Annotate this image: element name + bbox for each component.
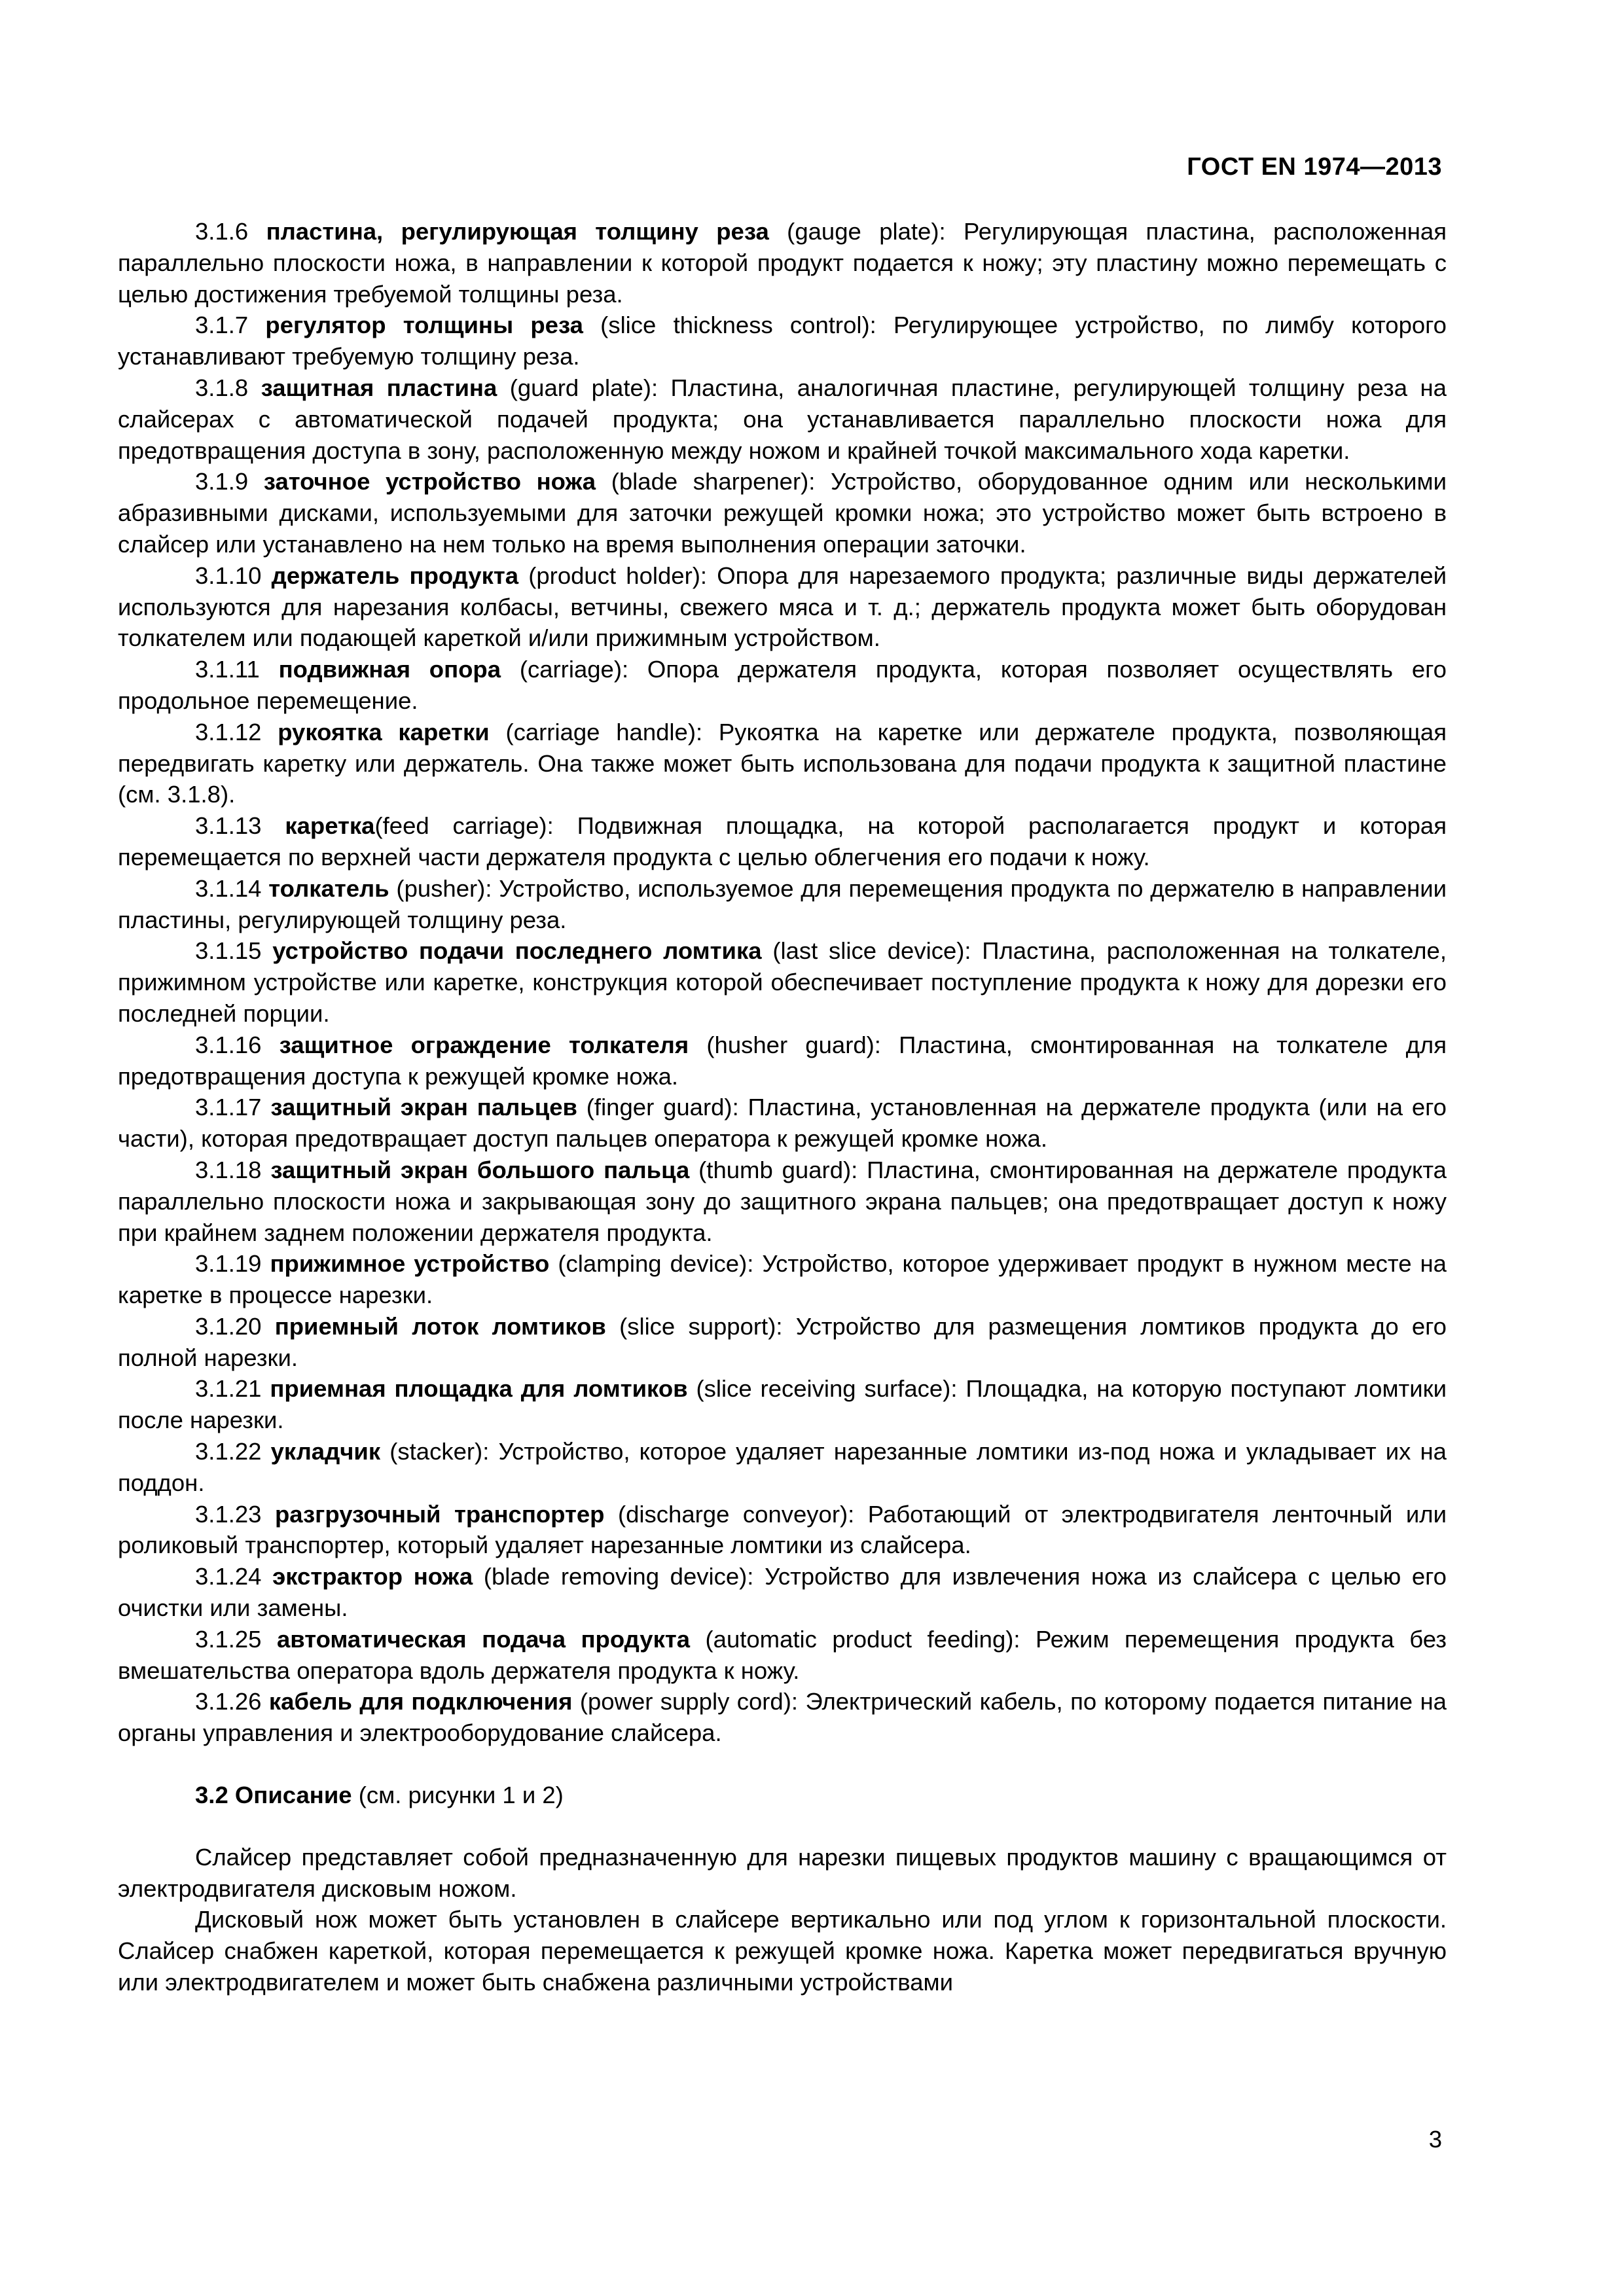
definition-text: (carriage): Опора держателя продукта, которая позволяет осуществлять его продольное перемещение. <box>118 656 1447 714</box>
definition-term: кабель для подключения <box>268 1688 573 1715</box>
definition-item <box>118 1686 1447 1749</box>
paragraph: Дисковый нож может быть установлен в слайсере вертикально или под углом к горизонтальной плоскости. Слайсер снабжен кареткой, которая перемещается к режущей кромке ножа. Каретка может передвигаться вручную или электродвигателем и может быть снабжена различными устройствами <box>118 1906 1447 1996</box>
definition-term: регулятор толщины реза <box>265 312 583 339</box>
definition-item <box>118 1311 1447 1374</box>
definition-term: пластина, регулирующая толщину реза <box>266 218 769 245</box>
definition-term: защитный экран большого пальца <box>270 1156 690 1183</box>
definition-number: 3.1.21 <box>195 1375 262 1403</box>
definition-term: прижимное устройство <box>270 1250 550 1278</box>
definition-item <box>118 1030 1447 1092</box>
definition-text: (clamping device): Устройство, которое удерживает продукт в нужном месте на каретке в процессе нарезки. <box>118 1250 1447 1309</box>
definition-text: (discharge conveyor): Работающий от электродвигателя ленточный или роликовый транспортер, который удаляет нарезанные ломтики из слайсера. <box>118 1500 1447 1559</box>
section-heading <box>118 1780 1447 1811</box>
definition-item <box>118 935 1447 1029</box>
definition-item <box>118 466 1447 560</box>
definition-item <box>118 873 1447 936</box>
definition-number: 3.1.24 <box>195 1563 262 1590</box>
definition-term: держатель продукта <box>271 562 519 589</box>
definition-text: (slice receiving surface): Площадка, на которую поступают ломтики после нарезки. <box>118 1375 1447 1434</box>
definition-number: 3.1.6 <box>195 218 249 245</box>
definition-number: 3.1.12 <box>195 718 262 745</box>
definition-text: (thumb guard): Пластина, смонтированная на держателе продукта параллельно плоскости ножа и закрывающая зону до защитного экрана пальцев; она предотвращает доступ к ножу при крайнем заднем положении держателя продукта. <box>118 1156 1447 1246</box>
definition-term: рукоятка каретки <box>278 718 490 745</box>
definition-term: экстрактор ножа <box>272 1563 473 1590</box>
definition-item <box>118 560 1447 654</box>
standard-header: ГОСТ EN 1974—2013 <box>1187 153 1442 181</box>
definition-text: (guard plate): Пластина, аналогичная пластине, регулирующей толщину реза на слайсерах с автоматической подачей продукта; она устанавливается параллельно плоскости ножа для предотвращения доступа в зону, расположенную между ножом и крайней точкой максимального хода каретки. <box>118 374 1447 464</box>
definition-term: заточное устройство ножа <box>263 468 596 495</box>
definition-text: (power supply cord): Электрический кабель, по которому подается питание на органы управления и электрооборудование слайсера. <box>118 1688 1447 1747</box>
definition-text: (blade removing device): Устройство для извлечения ножа из слайсера с целью его очистки или замены. <box>118 1563 1447 1622</box>
definition-term: приемная площадка для ломтиков <box>270 1375 688 1403</box>
definition-number: 3.1.8 <box>195 374 249 401</box>
definition-item <box>118 372 1447 466</box>
definition-number: 3.1.26 <box>195 1688 262 1715</box>
definition-term: толкатель <box>268 874 389 902</box>
definition-item <box>118 1248 1447 1311</box>
definition-item <box>118 310 1447 372</box>
definition-text: (slice support): Устройство для размещения ломтиков продукта до его полной нарезки. <box>118 1312 1447 1371</box>
definition-number: 3.1.15 <box>195 937 262 965</box>
definition-term: защитный экран пальцев <box>270 1094 577 1121</box>
section-figure-ref: (см. рисунки 1 и 2) <box>358 1782 564 1809</box>
definition-term: приемный лоток ломтиков <box>274 1312 606 1340</box>
definition-item <box>118 810 1447 873</box>
definition-item <box>118 1436 1447 1499</box>
definition-term: укладчик <box>270 1438 381 1465</box>
definition-number: 3.1.19 <box>195 1250 262 1278</box>
definition-term: каретка <box>285 812 375 840</box>
definition-number: 3.1.18 <box>195 1156 262 1183</box>
definition-number: 3.1.23 <box>195 1500 262 1528</box>
definition-term: подвижная опора <box>278 656 501 683</box>
section-title: 3.2 Описание <box>195 1782 352 1809</box>
definition-number: 3.1.20 <box>195 1312 262 1340</box>
definition-item <box>118 654 1447 717</box>
definition-item <box>118 1499 1447 1562</box>
definition-number: 3.1.13 <box>195 812 262 840</box>
definition-term: автоматическая подача продукта <box>276 1625 691 1653</box>
definition-number: 3.1.22 <box>195 1438 262 1465</box>
definition-number: 3.1.25 <box>195 1625 262 1653</box>
definition-item <box>118 1561 1447 1624</box>
definition-item <box>118 1155 1447 1248</box>
document-body <box>118 216 1447 1998</box>
definition-number: 3.1.14 <box>195 874 262 902</box>
definition-number: 3.1.10 <box>195 562 262 589</box>
definition-text: (pusher): Устройство, используемое для перемещения продукта по держателю в направлении пластины, регулирующей толщину реза. <box>118 874 1447 933</box>
paragraph: Слайсер представляет собой предназначенную для нарезки пищевых продуктов машину с вращающимся от электродвигателя дисковым ножом. <box>118 1843 1447 1902</box>
definition-number: 3.1.9 <box>195 468 249 495</box>
definition-text: (feed carriage): Подвижная площадка, на которой располагается продукт и которая перемещается по верхней части держателя продукта с целью облегчения его подачи к ножу. <box>118 812 1447 870</box>
definition-text: (last slice device): Пластина, расположенная на толкателе, прижимном устройстве или каретке, конструкция которой обеспечивает поступление продукта к ножу для дорезки его последней порции. <box>118 937 1447 1027</box>
definition-text: (carriage handle): Рукоятка на каретке или держателе продукта, позволяющая передвигать каретку или держатель. Она также может быть использована для подачи продукта к защитной пластине (см. 3.1.8). <box>118 718 1447 808</box>
definition-number: 3.1.16 <box>195 1031 262 1058</box>
definition-text: (automatic product feeding): Режим перемещения продукта без вмешательства оператора вдоль держателя продукта к ножу. <box>118 1625 1447 1684</box>
definition-text: (product holder): Опора для нарезаемого продукта; различные виды держателей используются для нарезания колбасы, ветчины, свежего мяса и т. д.; держатель продукта может быть оборудован толкателем или подающей кареткой и/или прижимным устройством. <box>118 562 1447 652</box>
definition-item <box>118 1373 1447 1436</box>
definition-number: 3.1.17 <box>195 1094 262 1121</box>
description-text <box>118 1842 1447 1998</box>
definition-text: (slice thickness control): Регулирующее устройство, по лимбу которого устанавливают требуемую толщину реза. <box>118 312 1447 370</box>
definition-number: 3.1.11 <box>195 656 260 683</box>
definition-term: защитная пластина <box>261 374 497 401</box>
definitions-list <box>118 216 1447 1749</box>
definition-text: (stacker): Устройство, которое удаляет нарезанные ломтики из-под ножа и укладывает их на поддон. <box>118 1438 1447 1496</box>
definition-item <box>118 1092 1447 1155</box>
definition-text: (finger guard): Пластина, установленная на держателе продукта (или на его части), которая предотвращает доступ пальцев оператора к режущей кромке ножа. <box>118 1094 1447 1153</box>
definition-item <box>118 1624 1447 1687</box>
definition-term: устройство подачи последнего ломтика <box>272 937 762 965</box>
page-number: 3 <box>1428 2126 1442 2153</box>
definition-text: (gauge plate): Регулирующая пластина, расположенная параллельно плоскости ножа, в направлении к которой продукт подается к ножу; эту пластину можно перемещать с целью достижения требуемой толщины реза. <box>118 218 1447 308</box>
definition-number: 3.1.7 <box>195 312 249 339</box>
definition-term: защитное ограждение толкателя <box>279 1031 689 1058</box>
definition-term: разгрузочный транспортер <box>275 1500 605 1528</box>
definition-text: (blade sharpener): Устройство, оборудованное одним или несколькими абразивными дисками, используемыми для заточки режущей кромки ножа; это устройство может быть встроено в слайсер или устанавлено на нем только на время выполнения операции заточки. <box>118 468 1447 558</box>
definition-item <box>118 216 1447 310</box>
definition-text: (husher guard): Пластина, смонтированная на толкателе для предотвращения доступа к режущей кромке ножа. <box>118 1031 1447 1090</box>
definition-item <box>118 717 1447 810</box>
